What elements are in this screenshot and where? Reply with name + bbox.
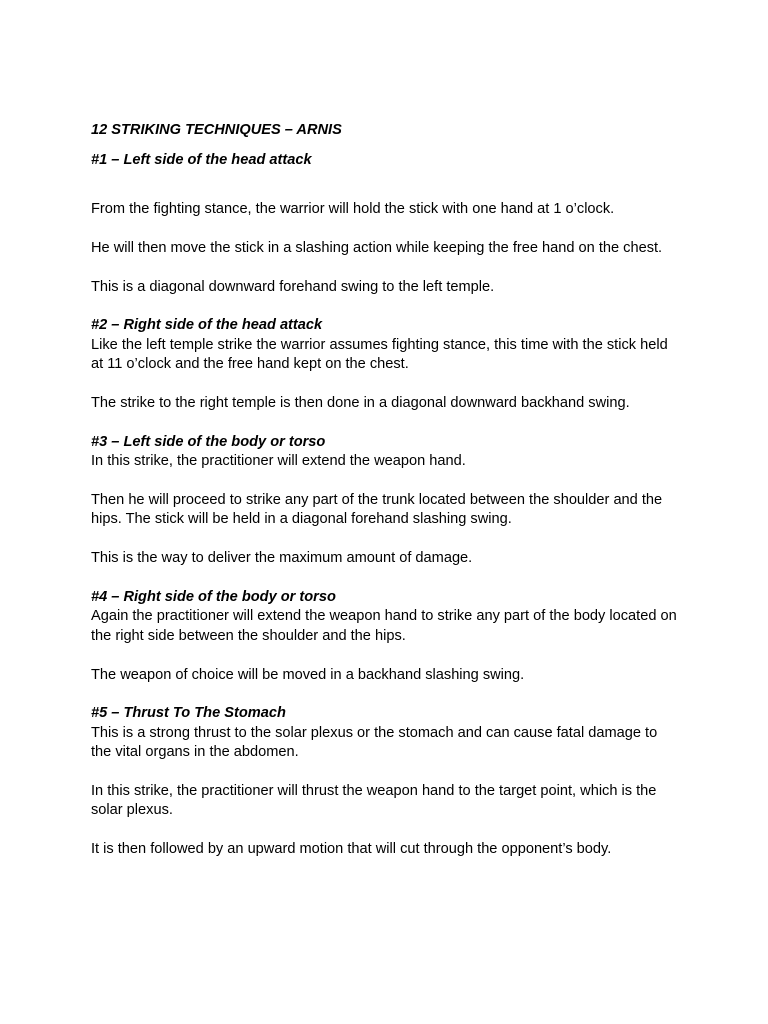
- document-body: [91, 121, 681, 860]
- spacer: [91, 821, 681, 840]
- spacer: [91, 685, 681, 704]
- spacer: [91, 569, 681, 588]
- document-title: 12 STRIKING TECHNIQUES – ARNIS: [91, 122, 342, 138]
- section-heading-1: #1 – Left side of the head attack: [91, 152, 312, 168]
- spacer: [91, 170, 681, 200]
- section-heading-3: #3 – Left side of the body or torso: [91, 433, 326, 450]
- paragraph: This is a strong thrust to the solar plexus or the stomach and can cause fatal damage to the vital organs in the abdomen.: [91, 724, 658, 761]
- paragraph: In this strike, the practitioner will extend the weapon hand.: [91, 453, 466, 470]
- spacer: [91, 472, 681, 491]
- spacer: [91, 258, 681, 277]
- spacer: [91, 375, 681, 394]
- section-heading-4: #4 – Right side of the body or torso: [91, 589, 336, 605]
- spacer: [91, 413, 681, 432]
- section-heading-2: #2 – Right side of the head attack: [91, 317, 323, 334]
- paragraph: From the fighting stance, the warrior will hold the stick with one hand at 1 o’clock.: [91, 201, 615, 217]
- paragraph: This is a diagonal downward forehand swing to the left temple.: [91, 278, 495, 295]
- section-heading-5: #5 – Thrust To The Stomach: [91, 705, 286, 722]
- paragraph: In this strike, the practitioner will thrust the weapon hand to the target point, which is the solar plexus.: [91, 783, 657, 819]
- paragraph: It is then followed by an upward motion that will cut through the opponent’s body.: [91, 841, 612, 858]
- spacer: [91, 297, 681, 316]
- spacer: [91, 530, 681, 549]
- spacer: [91, 646, 681, 665]
- paragraph: He will then move the stick in a slashing action while keeping the free hand on the chest.: [91, 239, 663, 256]
- paragraph: Like the left temple strike the warrior assumes fighting stance, this time with the stick held at 11 o’clock and the free hand kept on the chest.: [91, 336, 668, 373]
- paragraph: The strike to the right temple is then done in a diagonal downward backhand swing.: [91, 395, 630, 411]
- spacer: [91, 763, 681, 782]
- paragraph: Again the practitioner will extend the weapon hand to strike any part of the body located on the right side between the shoulder and the hips.: [91, 608, 677, 644]
- paragraph: The weapon of choice will be moved in a backhand slashing swing.: [91, 666, 525, 683]
- paragraph: Then he will proceed to strike any part of the trunk located between the shoulder and the hips. The stick will be held in a diagonal forehand slashing swing.: [91, 492, 663, 528]
- paragraph: This is the way to deliver the maximum amount of damage.: [91, 550, 473, 567]
- spacer: [91, 219, 681, 238]
